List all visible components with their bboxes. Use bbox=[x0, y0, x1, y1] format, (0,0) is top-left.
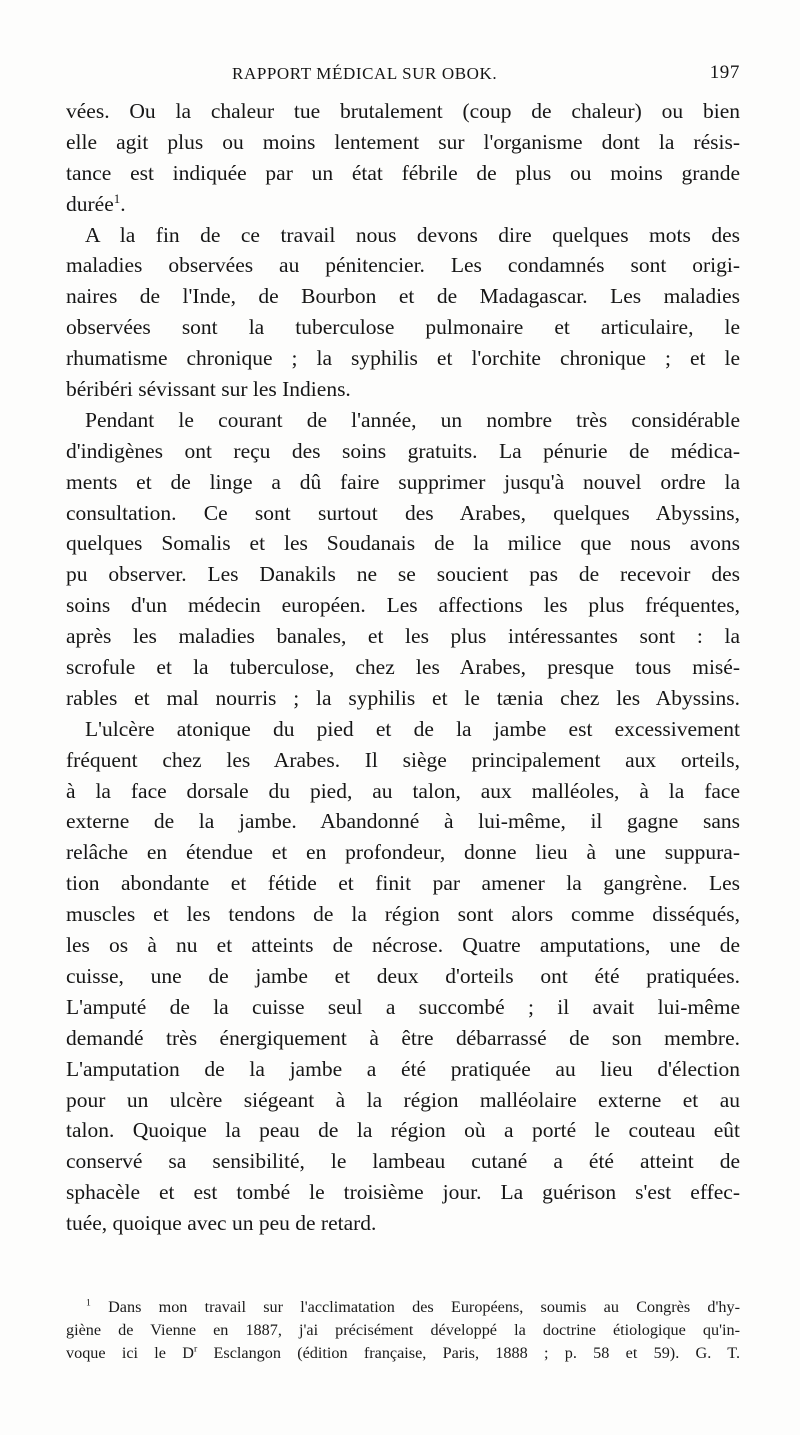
text-line: scrofule et la tuberculose, chez les Arabes, presque tous misé- bbox=[66, 655, 740, 680]
text-line: tuée, quoique avec un peu de retard. bbox=[66, 1211, 377, 1236]
footnote bbox=[66, 1296, 740, 1365]
text-line: muscles et les tendons de la région sont alors comme disséqués, bbox=[66, 902, 740, 927]
text-fragment: voque ici le D bbox=[66, 1344, 194, 1362]
running-title: RAPPORT MÉDICAL SUR OBOK. bbox=[232, 64, 498, 83]
footnote-signature: G. T. bbox=[695, 1344, 741, 1362]
text-line: rhumatisme chronique ; la syphilis et l'orchite chronique ; et le bbox=[66, 346, 740, 371]
text-line: pu observer. Les Danakils ne se soucient pas de recevoir des bbox=[66, 562, 740, 587]
footnote-marker: 1 bbox=[86, 1297, 91, 1309]
text-line: sphacèle et est tombé le troisième jour. La guérison s'est effec- bbox=[66, 1180, 740, 1205]
text-line: à la face dorsale du pied, au talon, aux malléoles, à la face bbox=[66, 778, 740, 803]
text-line: fréquent chez les Arabes. Il siège principalement aux orteils, bbox=[66, 747, 740, 772]
text-line: conservé sa sensibilité, le lambeau cutané a été atteint de bbox=[66, 1149, 740, 1174]
text-line: maladies observées au pénitencier. Les condamnés sont origi- bbox=[66, 253, 740, 278]
text-line bbox=[66, 189, 740, 220]
page-header bbox=[232, 62, 740, 92]
text-fragment: Esclangon (édition française, Paris, 1888 ; p. 58 et 59). bbox=[213, 1344, 680, 1362]
text-line: demandé très énergiquement à être débarrassé de son membre. bbox=[66, 1025, 740, 1050]
text-line: cuisse, une de jambe et deux d'orteils ont été pratiquées. bbox=[66, 963, 740, 988]
footnote-line bbox=[66, 1296, 740, 1319]
text-fragment: . bbox=[120, 191, 126, 216]
text-line: consultation. Ce sont surtout des Arabes, quelques Abyssins, bbox=[66, 500, 740, 525]
text-line: rables et mal nourris ; la syphilis et le tænia chez les Abyssins. bbox=[66, 685, 740, 710]
text-line: elle agit plus ou moins lentement sur l'organisme dont la résis- bbox=[66, 129, 740, 154]
text-line: béribéri sévissant sur les Indiens. bbox=[66, 377, 351, 402]
text-line: externe de la jambe. Abandonné à lui-même, il gagne sans bbox=[66, 809, 740, 834]
text-line: soins d'un médecin européen. Les affections les plus fréquentes, bbox=[66, 593, 740, 618]
text-line: naires de l'Inde, de Bourbon et de Madagascar. Les maladies bbox=[66, 284, 740, 309]
page-number: 197 bbox=[709, 62, 740, 83]
text-line: d'indigènes ont reçu des soins gratuits. La pénurie de médica- bbox=[66, 438, 740, 463]
text-line: A la fin de ce travail nous devons dire quelques mots des bbox=[85, 222, 740, 247]
text-line: tion abondante et fétide et finit par amener la gangrène. Les bbox=[66, 871, 740, 896]
text-line: Pendant le courant de l'année, un nombre très considérable bbox=[85, 407, 740, 432]
text-line: vées. Ou la chaleur tue brutalement (coup de chaleur) ou bien bbox=[66, 99, 740, 123]
text-line: quelques Somalis et les Soudanais de la milice que nous avons bbox=[66, 531, 740, 556]
text-line: talon. Quoique la peau de la région où a porté le couteau eût bbox=[66, 1118, 740, 1143]
text-line: ments et de linge a dû faire supprimer jusqu'à nouvel ordre la bbox=[66, 469, 740, 494]
text-line: après les maladies banales, et les plus intéressantes sont : la bbox=[66, 624, 740, 649]
footnote-line bbox=[66, 1342, 740, 1365]
text-line: observées sont la tuberculose pulmonaire et articulaire, le bbox=[66, 315, 740, 340]
text-line: L'amputation de la jambe a été pratiquée au lieu d'élection bbox=[66, 1056, 740, 1081]
doctor-abbreviation: r bbox=[193, 1343, 198, 1355]
text-line: relâche en étendue et en profondeur, donne lieu à une suppura- bbox=[66, 840, 740, 865]
text-line: pour un ulcère siégeant à la région malléolaire externe et au bbox=[66, 1087, 740, 1112]
text-fragment: Dans mon travail sur l'acclimatation des Européens, soumis au Congrès d'hy- bbox=[108, 1298, 740, 1316]
footnote-reference: 1 bbox=[113, 191, 121, 206]
text-line: tance est indiquée par un état fébrile de plus ou moins grande bbox=[66, 160, 740, 185]
text-line: L'ulcère atonique du pied et de la jambe est excessivement bbox=[85, 716, 740, 741]
footnote-line: giène de Vienne en 1887, j'ai précisément développé la doctrine étiologique qu'in- bbox=[66, 1321, 740, 1339]
text-line: les os à nu et atteints de nécrose. Quatre amputations, une de bbox=[66, 933, 740, 958]
body-text bbox=[66, 96, 740, 1239]
text-line: L'amputé de la cuisse seul a succombé ; il avait lui-même bbox=[66, 994, 740, 1019]
text-fragment: durée bbox=[66, 191, 114, 216]
